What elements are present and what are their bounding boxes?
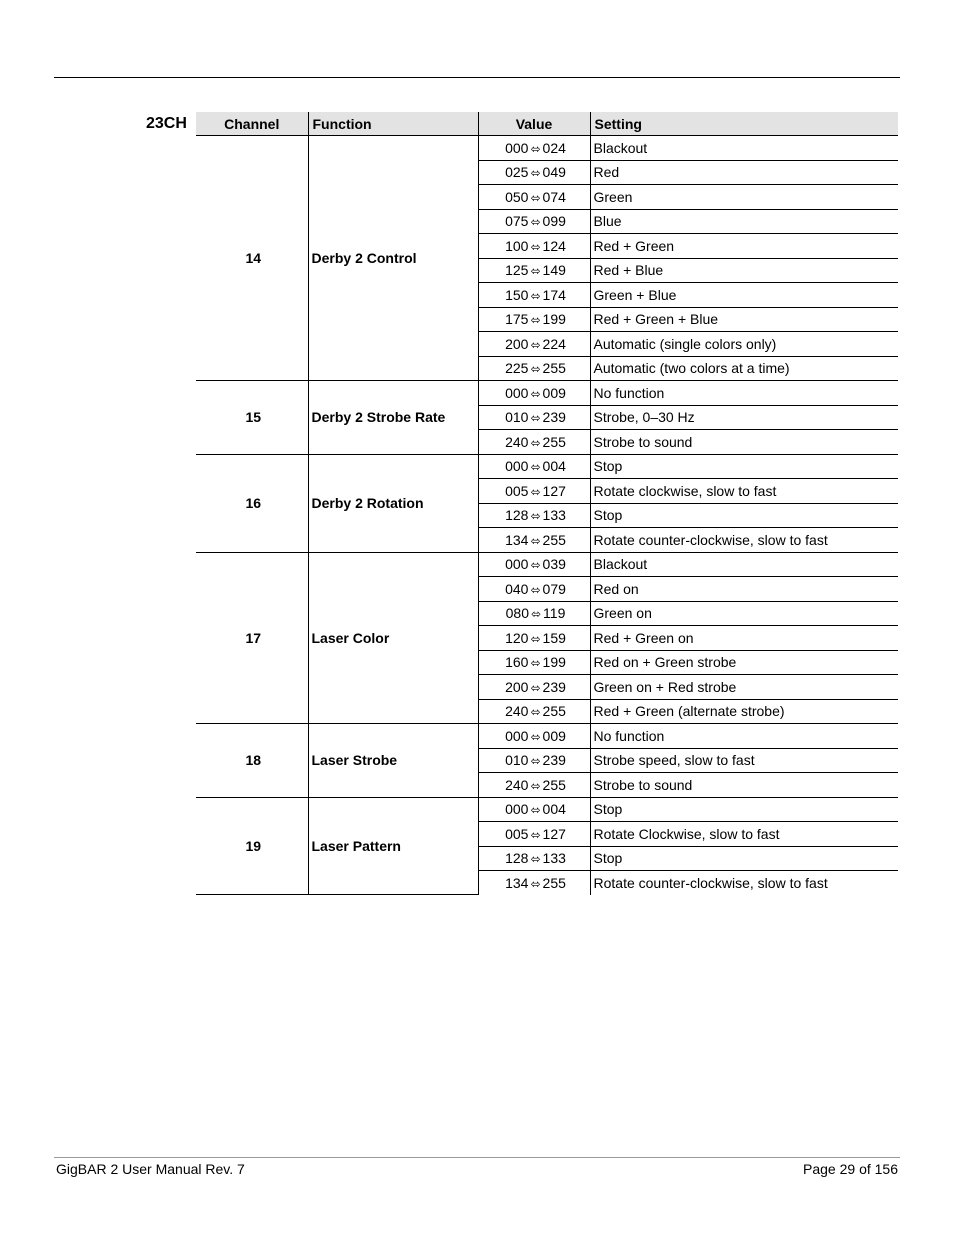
range-arrow-icon: ⬄ bbox=[530, 631, 541, 646]
setting-description: Blue bbox=[590, 209, 898, 234]
header-rule bbox=[54, 77, 900, 78]
value-to: 199 bbox=[542, 654, 566, 671]
setting-description: Blackout bbox=[590, 136, 898, 161]
value-to: 239 bbox=[542, 752, 566, 769]
value-to: 255 bbox=[542, 776, 566, 793]
setting-description: Strobe to sound bbox=[590, 430, 898, 455]
value-range bbox=[478, 503, 590, 528]
value-range bbox=[478, 185, 590, 210]
value-range bbox=[478, 650, 590, 675]
channel-number: 16 bbox=[196, 454, 308, 552]
table-row bbox=[196, 552, 898, 577]
value-range bbox=[478, 601, 590, 626]
value-range bbox=[478, 307, 590, 332]
value-from: 005 bbox=[505, 825, 529, 842]
value-range bbox=[478, 209, 590, 234]
setting-description: Green on + Red strobe bbox=[590, 675, 898, 700]
value-from: 000 bbox=[505, 727, 529, 744]
range-arrow-icon: ⬄ bbox=[530, 239, 541, 254]
range-arrow-icon: ⬄ bbox=[530, 827, 541, 842]
value-from: 175 bbox=[505, 311, 529, 328]
value-to: 039 bbox=[542, 556, 566, 573]
setting-description: Stop bbox=[590, 846, 898, 871]
value-to: 049 bbox=[542, 164, 566, 181]
value-range bbox=[478, 283, 590, 308]
value-from: 128 bbox=[505, 507, 529, 524]
setting-description: Red on + Green strobe bbox=[590, 650, 898, 675]
value-range bbox=[478, 748, 590, 773]
value-from: 050 bbox=[505, 188, 529, 205]
range-arrow-icon: ⬄ bbox=[530, 680, 541, 695]
value-to: 255 bbox=[542, 874, 566, 891]
value-from: 025 bbox=[505, 164, 529, 181]
range-arrow-icon: ⬄ bbox=[530, 264, 541, 279]
setting-description: Strobe to sound bbox=[590, 773, 898, 798]
setting-description: Strobe, 0–30 Hz bbox=[590, 405, 898, 430]
setting-description: Stop bbox=[590, 797, 898, 822]
value-range bbox=[478, 797, 590, 822]
table-row bbox=[196, 797, 898, 822]
setting-description: Red bbox=[590, 160, 898, 185]
range-arrow-icon: ⬄ bbox=[530, 754, 541, 769]
range-arrow-icon: ⬄ bbox=[530, 607, 542, 622]
range-arrow-icon: ⬄ bbox=[530, 215, 541, 230]
setting-description: Red on bbox=[590, 577, 898, 602]
channel-number: 15 bbox=[196, 381, 308, 455]
value-range bbox=[478, 675, 590, 700]
value-range bbox=[478, 160, 590, 185]
range-arrow-icon: ⬄ bbox=[530, 656, 541, 671]
setting-description: Rotate counter-clockwise, slow to fast bbox=[590, 871, 898, 895]
channel-number: 17 bbox=[196, 552, 308, 724]
range-arrow-icon: ⬄ bbox=[530, 190, 541, 205]
setting-description: Red + Green + Blue bbox=[590, 307, 898, 332]
value-from: 125 bbox=[505, 262, 529, 279]
value-to: 009 bbox=[542, 727, 566, 744]
range-arrow-icon: ⬄ bbox=[530, 362, 541, 377]
header-value: Value bbox=[478, 112, 590, 136]
value-from: 000 bbox=[505, 384, 529, 401]
value-from: 005 bbox=[505, 482, 529, 499]
value-to: 074 bbox=[542, 188, 566, 205]
dmx-channel-table bbox=[196, 112, 898, 895]
value-range bbox=[478, 699, 590, 724]
range-arrow-icon: ⬄ bbox=[530, 460, 541, 475]
range-arrow-icon: ⬄ bbox=[530, 558, 541, 573]
value-from: 240 bbox=[505, 776, 529, 793]
range-arrow-icon: ⬄ bbox=[530, 852, 541, 867]
function-name: Laser Color bbox=[308, 552, 478, 724]
value-from: 010 bbox=[505, 409, 529, 426]
value-from: 120 bbox=[505, 629, 529, 646]
range-arrow-icon: ⬄ bbox=[530, 729, 541, 744]
setting-description: Rotate clockwise, slow to fast bbox=[590, 479, 898, 504]
value-range bbox=[478, 773, 590, 798]
value-from: 010 bbox=[505, 752, 529, 769]
value-range bbox=[478, 258, 590, 283]
function-name: Derby 2 Strobe Rate bbox=[308, 381, 478, 455]
value-range bbox=[478, 822, 590, 847]
value-to: 255 bbox=[542, 433, 566, 450]
value-from: 240 bbox=[505, 433, 529, 450]
setting-description: Green on bbox=[590, 601, 898, 626]
setting-description: Red + Green (alternate strobe) bbox=[590, 699, 898, 724]
table-body bbox=[196, 136, 898, 895]
value-from: 128 bbox=[505, 850, 529, 867]
table-row bbox=[196, 381, 898, 406]
value-to: 174 bbox=[542, 286, 566, 303]
range-arrow-icon: ⬄ bbox=[530, 411, 541, 426]
setting-description: Blackout bbox=[590, 552, 898, 577]
channel-number: 14 bbox=[196, 136, 308, 381]
range-arrow-icon: ⬄ bbox=[530, 313, 541, 328]
value-to: 004 bbox=[542, 458, 566, 475]
range-arrow-icon: ⬄ bbox=[530, 435, 541, 450]
value-to: 127 bbox=[542, 825, 566, 842]
value-range bbox=[478, 405, 590, 430]
value-to: 199 bbox=[542, 311, 566, 328]
value-to: 004 bbox=[542, 801, 566, 818]
value-from: 200 bbox=[505, 335, 529, 352]
range-arrow-icon: ⬄ bbox=[530, 288, 541, 303]
value-range bbox=[478, 552, 590, 577]
header-setting: Setting bbox=[590, 112, 898, 136]
value-to: 079 bbox=[542, 580, 566, 597]
range-arrow-icon: ⬄ bbox=[530, 337, 541, 352]
value-to: 119 bbox=[543, 605, 566, 622]
value-range bbox=[478, 381, 590, 406]
setting-description: No function bbox=[590, 381, 898, 406]
value-to: 127 bbox=[542, 482, 566, 499]
setting-description: No function bbox=[590, 724, 898, 749]
range-arrow-icon: ⬄ bbox=[530, 141, 541, 156]
value-from: 200 bbox=[505, 678, 529, 695]
value-from: 000 bbox=[505, 139, 529, 156]
value-range bbox=[478, 846, 590, 871]
table-row bbox=[196, 136, 898, 161]
value-from: 000 bbox=[505, 801, 529, 818]
range-arrow-icon: ⬄ bbox=[530, 778, 541, 793]
header-channel: Channel bbox=[196, 112, 308, 136]
value-from: 000 bbox=[505, 556, 529, 573]
setting-description: Red + Green on bbox=[590, 626, 898, 651]
value-to: 133 bbox=[542, 850, 566, 867]
function-name: Derby 2 Control bbox=[308, 136, 478, 381]
value-to: 009 bbox=[542, 384, 566, 401]
setting-description: Red + Blue bbox=[590, 258, 898, 283]
footer-manual-title: GigBAR 2 User Manual Rev. 7 bbox=[56, 1161, 245, 1177]
value-range bbox=[478, 430, 590, 455]
setting-description: Stop bbox=[590, 454, 898, 479]
channel-number: 19 bbox=[196, 797, 308, 895]
table-row bbox=[196, 454, 898, 479]
value-range bbox=[478, 454, 590, 479]
value-range bbox=[478, 332, 590, 357]
value-range bbox=[478, 528, 590, 553]
range-arrow-icon: ⬄ bbox=[530, 533, 541, 548]
footer-rule bbox=[54, 1157, 900, 1158]
value-to: 124 bbox=[542, 237, 566, 254]
range-arrow-icon: ⬄ bbox=[530, 582, 541, 597]
value-range bbox=[478, 871, 590, 895]
setting-description: Strobe speed, slow to fast bbox=[590, 748, 898, 773]
range-arrow-icon: ⬄ bbox=[530, 166, 541, 181]
function-name: Derby 2 Rotation bbox=[308, 454, 478, 552]
value-to: 024 bbox=[542, 139, 566, 156]
channel-number: 18 bbox=[196, 724, 308, 798]
value-range bbox=[478, 136, 590, 161]
value-range bbox=[478, 577, 590, 602]
range-arrow-icon: ⬄ bbox=[530, 705, 541, 720]
value-to: 255 bbox=[542, 531, 566, 548]
value-from: 240 bbox=[505, 703, 529, 720]
setting-description: Rotate counter-clockwise, slow to fast bbox=[590, 528, 898, 553]
setting-description: Automatic (single colors only) bbox=[590, 332, 898, 357]
value-range bbox=[478, 234, 590, 259]
setting-description: Stop bbox=[590, 503, 898, 528]
value-to: 224 bbox=[542, 335, 566, 352]
range-arrow-icon: ⬄ bbox=[530, 484, 541, 499]
table-header-row bbox=[196, 112, 898, 136]
section-label: 23CH bbox=[146, 115, 187, 132]
value-range bbox=[478, 356, 590, 381]
value-from: 225 bbox=[505, 360, 529, 377]
function-name: Laser Pattern bbox=[308, 797, 478, 895]
header-function: Function bbox=[308, 112, 478, 136]
setting-description: Green + Blue bbox=[590, 283, 898, 308]
value-from: 160 bbox=[505, 654, 529, 671]
value-to: 239 bbox=[542, 678, 566, 695]
value-range bbox=[478, 479, 590, 504]
setting-description: Rotate Clockwise, slow to fast bbox=[590, 822, 898, 847]
value-from: 134 bbox=[505, 874, 529, 891]
value-to: 255 bbox=[542, 360, 566, 377]
setting-description: Red + Green bbox=[590, 234, 898, 259]
value-range bbox=[478, 626, 590, 651]
range-arrow-icon: ⬄ bbox=[530, 803, 541, 818]
value-from: 000 bbox=[505, 458, 529, 475]
value-to: 159 bbox=[542, 629, 566, 646]
table-row bbox=[196, 724, 898, 749]
value-to: 255 bbox=[542, 703, 566, 720]
value-to: 133 bbox=[542, 507, 566, 524]
setting-description: Green bbox=[590, 185, 898, 210]
value-from: 134 bbox=[505, 531, 529, 548]
footer-page-number: Page 29 of 156 bbox=[803, 1161, 898, 1177]
value-from: 100 bbox=[505, 237, 529, 254]
value-to: 239 bbox=[542, 409, 566, 426]
range-arrow-icon: ⬄ bbox=[530, 876, 541, 891]
value-to: 099 bbox=[542, 213, 566, 230]
value-from: 040 bbox=[505, 580, 529, 597]
setting-description: Automatic (two colors at a time) bbox=[590, 356, 898, 381]
value-from: 075 bbox=[505, 213, 529, 230]
value-to: 149 bbox=[542, 262, 566, 279]
function-name: Laser Strobe bbox=[308, 724, 478, 798]
value-from: 080 bbox=[505, 605, 529, 622]
value-from: 150 bbox=[505, 286, 529, 303]
range-arrow-icon: ⬄ bbox=[530, 509, 541, 524]
value-range bbox=[478, 724, 590, 749]
range-arrow-icon: ⬄ bbox=[530, 386, 541, 401]
